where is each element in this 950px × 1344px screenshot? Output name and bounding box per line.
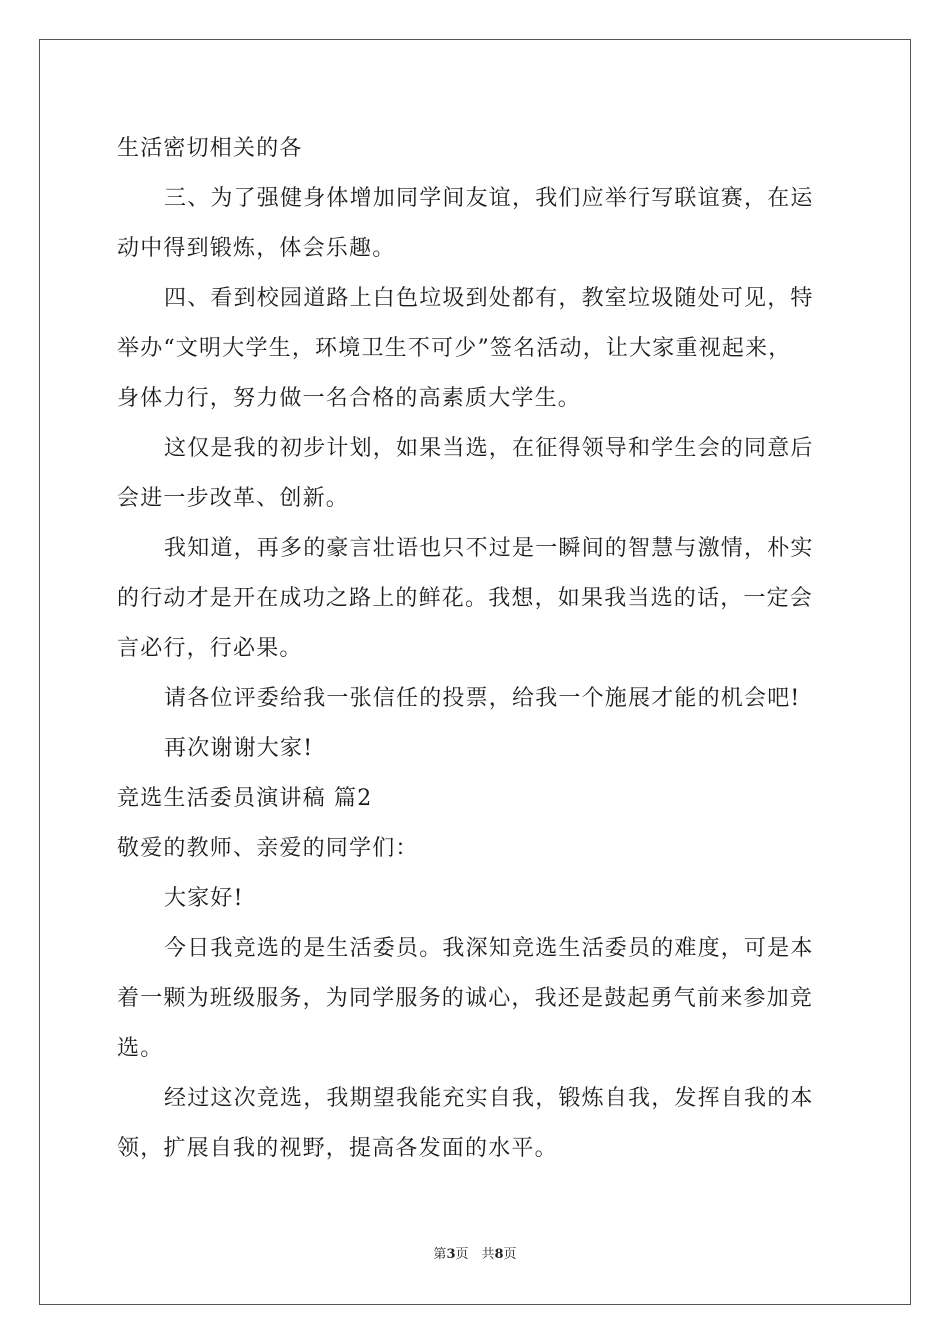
plan-paragraph-line-1: 这仅是我的初步计划，如果当选，在征得领导和学生会的同意后 — [164, 436, 814, 461]
vote-request-line: 请各位评委给我一张信任的投票，给我一个施展才能的机会吧! — [164, 686, 801, 711]
salutation-line: 敬爱的教师、亲爱的同学们： — [117, 836, 419, 861]
intro-paragraph-line-2: 着一颗为班级服务，为同学服务的诚心，我还是鼓起勇气前来参加竞 — [117, 986, 814, 1011]
page-footer — [0, 1246, 950, 1264]
paragraph-4-line-2: 举办“文明大学生，环境卫生不可少”签名活动，让大家重视起来， — [117, 336, 792, 361]
paragraph-4-line-1: 四、看到校园道路上白色垃圾到处都有，教室垃圾随处可见，特 — [164, 286, 814, 311]
paragraph-4-line-3: 身体力行，努力做一名合格的高素质大学生。 — [117, 386, 582, 411]
page-border — [39, 39, 911, 1305]
paragraph-3-line-1: 三、为了强健身体增加同学间友谊，我们应举行写联谊赛，在运 — [164, 186, 814, 211]
action-paragraph-line-2: 的行动才是开在成功之路上的鲜花。我想，如果我当选的话，一定会 — [117, 586, 814, 611]
thanks-line: 再次谢谢大家! — [164, 736, 314, 761]
goal-paragraph-line-1: 经过这次竞选，我期望我能充实自我，锻炼自我，发挥自我的本 — [164, 1086, 814, 1111]
total-pages-number: 8 — [494, 1247, 504, 1262]
action-paragraph-line-1: 我知道，再多的豪言壮语也只不过是一瞬间的智慧与激情，朴实 — [164, 536, 814, 561]
intro-paragraph-line-1: 今日我竞选的是生活委员。我深知竞选生活委员的难度，可是本 — [164, 936, 814, 961]
paragraph-3-line-2: 动中得到锻炼，体会乐趣。 — [117, 236, 396, 261]
plan-paragraph-line-2: 会进一步改革、创新。 — [117, 486, 350, 511]
current-page-number: 3 — [446, 1247, 456, 1262]
intro-paragraph-line-3: 选。 — [117, 1036, 164, 1061]
footer-mid: 页 共 — [455, 1247, 495, 1262]
goal-paragraph-line-2: 领，扩展自我的视野，提高各发面的水平。 — [117, 1136, 558, 1161]
footer-prefix: 第 — [433, 1247, 447, 1262]
footer-suffix: 页 — [503, 1247, 517, 1262]
section-title: 竞选生活委员演讲稿 篇2 — [117, 786, 373, 811]
action-paragraph-line-3: 言必行，行必果。 — [117, 636, 303, 661]
greeting-line: 大家好! — [164, 886, 244, 911]
text-line-1: 生活密切相关的各 — [117, 136, 303, 161]
